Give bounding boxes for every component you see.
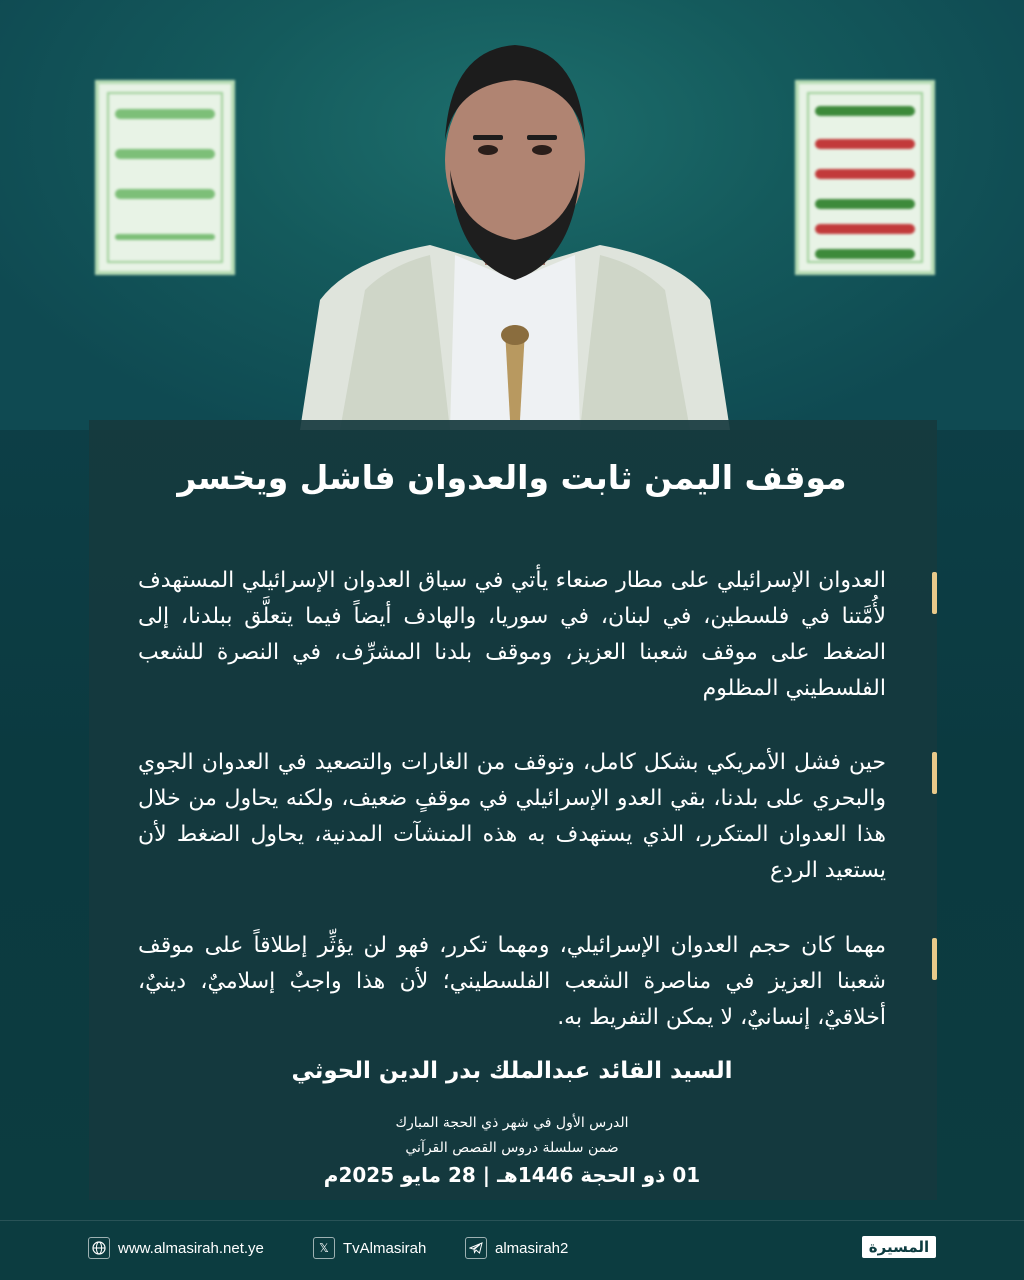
footer-x[interactable] xyxy=(313,1236,426,1260)
paragraph-marker xyxy=(932,752,937,794)
speaker-portrait xyxy=(280,30,750,430)
footer-telegram[interactable] xyxy=(465,1236,568,1260)
footer-website[interactable] xyxy=(88,1236,264,1260)
lesson-line: الدرس الأول في شهر ذي الحجة المبارك xyxy=(395,1115,629,1131)
footer-divider xyxy=(0,1220,1024,1221)
banner-left xyxy=(95,80,235,275)
globe-icon xyxy=(88,1237,110,1259)
page-title: موقف اليمن ثابت والعدوان فاشل ويخسر xyxy=(177,458,847,497)
series-line: ضمن سلسلة دروس القصص القرآني xyxy=(405,1140,619,1156)
signature: السيد القائد عبدالملك بدر الدين الحوثي xyxy=(291,1058,733,1084)
telegram-icon xyxy=(465,1237,487,1259)
paragraph-marker xyxy=(932,938,937,980)
x-icon: 𝕏 xyxy=(313,1237,335,1259)
paragraph-2: حين فشل الأمريكي بشكل كامل، وتوقف من الغارات والتصعيد في العدوان الجوي والبحري على بلدنا، بقي العدو الإسرائيلي في موقفٍ ضعيف، ولكنه يحاول من خلال هذا العدوان المتكرر، الذي يستهدف به هذه المنشآت المدنية، يحاول الضغط لأن يستعيد الردع xyxy=(138,750,886,883)
paragraph-marker xyxy=(932,572,937,614)
paragraph-3: مهما كان حجم العدوان الإسرائيلي، ومهما تكرر، فهو لن يؤثِّر إطلاقاً على موقف شعبنا العزيز في مناصرة الشعب الفلسطيني؛ لأن هذا واجبٌ إسلاميٌ، دينيٌ، أخلاقيٌ، إنسانيٌ، لا يمكن التفريط به. xyxy=(138,933,886,1030)
paragraph-1: العدوان الإسرائيلي على مطار صنعاء يأتي في سياق العدوان الإسرائيلي المستهدف لأُمَّتنا في فلسطين، في لبنان، في سوريا، والهادف أيضاً فيما يتعلَّق ببلدنا، إلى الضغط على موقف شعبنا العزيز، وموقف بلدنا المشرِّف، في النصرة للشعب الفلسطيني المظلوم xyxy=(138,568,886,701)
website-label: www.almasirah.net.ye xyxy=(118,1239,264,1257)
channel-logo: المسيرة xyxy=(862,1236,936,1258)
x-handle-label: TvAlmasirah xyxy=(343,1239,427,1257)
date-line: 01 ذو الحجة 1446هـ | 28 مايو 2025م xyxy=(323,1163,701,1187)
header-photo xyxy=(0,0,1024,430)
banner-right xyxy=(795,80,935,275)
telegram-label: almasirah2 xyxy=(495,1239,569,1257)
